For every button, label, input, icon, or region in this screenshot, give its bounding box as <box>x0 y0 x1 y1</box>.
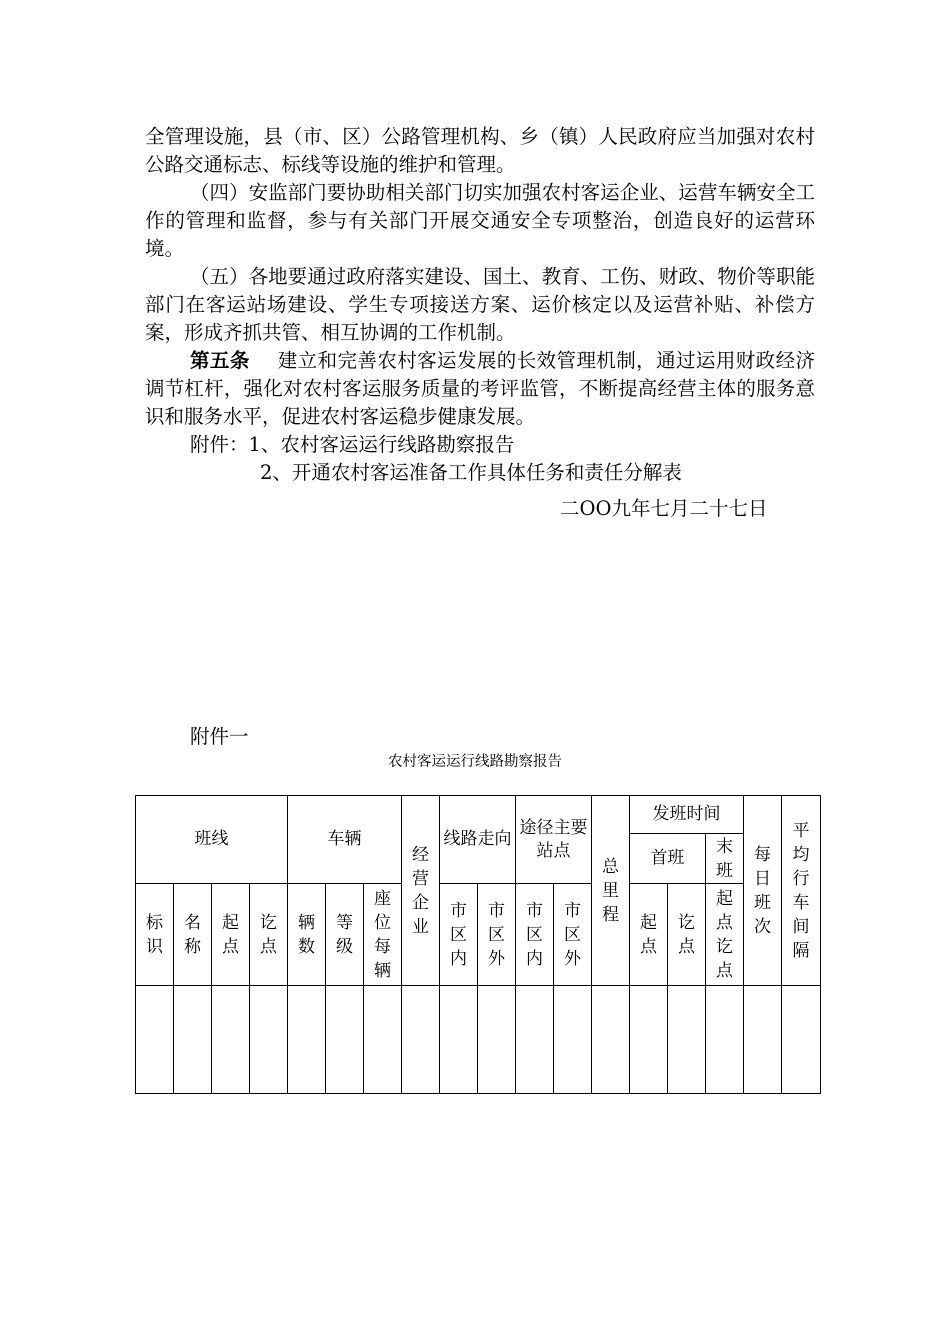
annex-label: 附件一 <box>190 725 249 748</box>
table-cell <box>250 986 288 1094</box>
col-end: 讫点 <box>250 884 288 986</box>
col-stops-in: 市区内 <box>516 884 554 986</box>
table-cell <box>440 986 478 1094</box>
col-seats: 座位每辆 <box>364 884 402 986</box>
table-cell <box>174 986 212 1094</box>
header-mileage: 总里程 <box>592 796 630 986</box>
col-route-in: 市区内 <box>440 884 478 986</box>
body-text <box>145 123 815 487</box>
header-departure: 发班时间 <box>630 796 744 834</box>
table-cell <box>630 986 668 1094</box>
header-line: 班线 <box>136 796 288 884</box>
col-start: 起点 <box>212 884 250 986</box>
annex-title: 农村客运运行线路勘察报告 <box>388 754 562 770</box>
table-cell <box>364 986 402 1094</box>
table-cell <box>592 986 630 1094</box>
table-cell <box>782 986 821 1094</box>
table-cell <box>516 986 554 1094</box>
table-cell <box>288 986 326 1094</box>
paragraph-item-4: （四）安监部门要协助相关部门切实加强农村客运企业、运营车辆安全工作的管理和监督，参与有关部门开展交通安全专项整治，创造良好的运营环境。 <box>145 181 815 260</box>
table-cell <box>744 986 782 1094</box>
col-last: 起点讫点 <box>706 884 744 986</box>
table-cell <box>478 986 516 1094</box>
paragraph-continuation: 全管理设施，县（市、区）公路管理机构、乡（镇）人民政府应当加强对农村公路交通标志、标线等设施的维护和管理。 <box>145 125 815 176</box>
document-date: 二OO九年七月二十七日 <box>560 497 768 520</box>
col-count: 辆数 <box>288 884 326 986</box>
table-cell <box>554 986 592 1094</box>
survey-report-table <box>135 795 821 1094</box>
table-row <box>136 986 821 1094</box>
col-id: 标识 <box>136 884 174 986</box>
header-first: 首班 <box>630 834 706 884</box>
table-cell <box>136 986 174 1094</box>
article-text: 建立和完善农村客运发展的长效管理机制，通过运用财政经济调节杠杆，强化对农村客运服务质量的考评监管，不断提高经营主体的服务意识和服务水平，促进农村客运稳步健康发展。 <box>145 349 815 428</box>
table-cell <box>668 986 706 1094</box>
col-name: 名称 <box>174 884 212 986</box>
table-cell <box>706 986 744 1094</box>
article-label: 第五条 <box>190 349 250 372</box>
header-last: 末班 <box>706 834 744 884</box>
paragraph-item-5: （五）各地要通过政府落实建设、国土、教育、工伤、财政、物价等职能部门在客运站场建设、学生专项接送方案、运价核定以及运营补贴、补偿方案，形成齐抓共管、相互协调的工作机制。 <box>145 265 815 344</box>
col-route-out: 市区外 <box>478 884 516 986</box>
col-grade: 等级 <box>326 884 364 986</box>
header-vehicle: 车辆 <box>288 796 402 884</box>
header-route: 线路走向 <box>440 796 516 884</box>
header-daily: 每日班次 <box>744 796 782 986</box>
paragraph-article-5 <box>145 347 815 431</box>
header-operator: 经营企业 <box>402 796 440 986</box>
table-cell <box>326 986 364 1094</box>
header-stops: 途径主要站点 <box>516 796 592 884</box>
attachment-item-2: 2、开通农村客运准备工作具体任务和责任分解表 <box>260 461 682 484</box>
table-cell <box>212 986 250 1094</box>
header-interval: 平均行车间隔 <box>782 796 821 986</box>
table-cell <box>402 986 440 1094</box>
col-first-end: 讫点 <box>668 884 706 986</box>
attachment-item-1: 附件：1、农村客运运行线路勘察报告 <box>190 433 515 456</box>
col-first-start: 起点 <box>630 884 668 986</box>
col-stops-out: 市区外 <box>554 884 592 986</box>
